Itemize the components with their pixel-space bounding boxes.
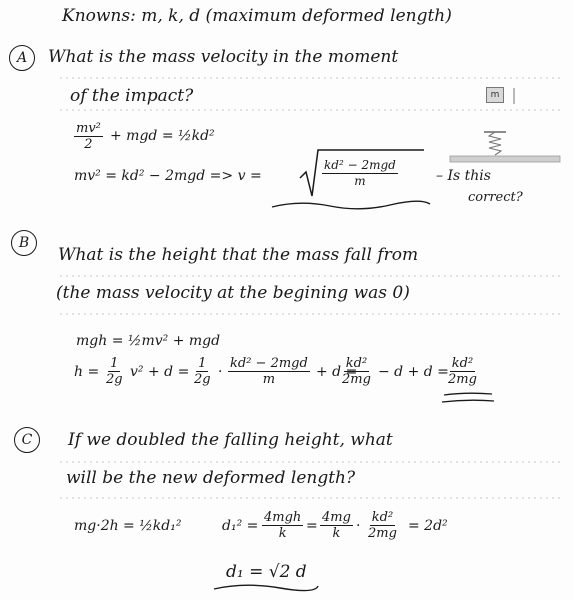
part-c-underline (214, 585, 318, 590)
part-a-question-line2: of the impact? (70, 86, 194, 106)
part-c-label: C (14, 427, 40, 453)
part-b-eq2-f5-num: kd² (451, 356, 474, 371)
spring-figure (450, 132, 560, 162)
part-b-eq2-dot: · (218, 364, 223, 380)
guide-lines (60, 78, 560, 498)
part-c-eq2-f1-num: 4mgh (264, 510, 302, 525)
part-b-underline2 (442, 400, 494, 402)
part-b-eq2-f3-num: kd² − 2mgd (230, 356, 308, 371)
part-c-eq2-f2-den: k (332, 526, 341, 541)
part-c-eq2-f2-num: 4mg (322, 510, 351, 525)
part-c-answer: d₁ = √2 d (226, 562, 307, 582)
part-c-eq1: mg·2h = ½kd₁² (74, 518, 182, 534)
part-b-eq2-f3-den: m (262, 372, 276, 387)
mass-block: m (486, 87, 504, 103)
part-a-eq1-rest: + mgd = ½kd² (110, 128, 215, 144)
sqrt-sign (300, 150, 424, 196)
part-c-eq2-lhs: d₁² = (222, 518, 259, 534)
part-a-eq1-den: 2 (84, 137, 93, 152)
part-b-question-line1: What is the height that the mass fall from (58, 245, 419, 265)
part-b-eq2-f1-den: 2g (106, 372, 123, 387)
part-b-eq1: mgh = ½mv² + mgd (76, 333, 221, 349)
part-b-question-line2: (the mass velocity at the begining was 0) (56, 283, 410, 303)
part-b-eq2-f1-num: 1 (110, 356, 119, 371)
part-b-eq2-plus-d: + d = (316, 364, 358, 380)
part-c-eq2-result: = 2d² (408, 518, 448, 534)
part-a-remark-line2: correct? (468, 190, 523, 205)
knowns-header: Knowns: m, k, d (maximum deformed length) (62, 6, 452, 26)
part-b-label: B (11, 230, 37, 256)
part-c-eq2-eq: = (306, 518, 318, 534)
part-a-eq1-num: mv² (76, 121, 101, 136)
part-a-remark-line1: – Is this (436, 168, 491, 184)
part-c-eq2-dot: · (356, 518, 361, 534)
part-b-eq2-mid: v² + d = (130, 364, 190, 380)
part-b-eq2-tail: − d + d = (378, 364, 449, 380)
part-a-underline (272, 201, 430, 209)
part-a-label: A (9, 45, 35, 71)
part-b-eq2-f5-den: 2mg (448, 372, 477, 387)
part-c-question-line2: will be the new deformed length? (66, 468, 356, 488)
part-b-eq2-f4-den: 2mg (342, 372, 371, 387)
part-b-eq2-f4-num: kd² (345, 356, 368, 371)
part-c-eq2-f3-den: 2mg (368, 526, 397, 541)
part-b-underline1 (444, 393, 492, 395)
part-a-question-line1: What is the mass velocity in the moment (48, 47, 399, 67)
part-c-eq2-f3-num: kd² (371, 510, 394, 525)
part-a-sqrt-num: kd² − 2mgd (324, 158, 396, 172)
part-c-question-line1: If we doubled the falling height, what (68, 430, 393, 450)
part-b-eq2-lhs: h = (74, 364, 100, 380)
part-c-eq2-f1-den: k (278, 526, 287, 541)
part-a-eq2: mv² = kd² − 2mgd => v = (74, 168, 262, 184)
part-b-eq2-f2-num: 1 (198, 356, 207, 371)
part-a-sqrt-den: m (354, 174, 366, 188)
part-b-eq2-f2-den: 2g (194, 372, 211, 387)
